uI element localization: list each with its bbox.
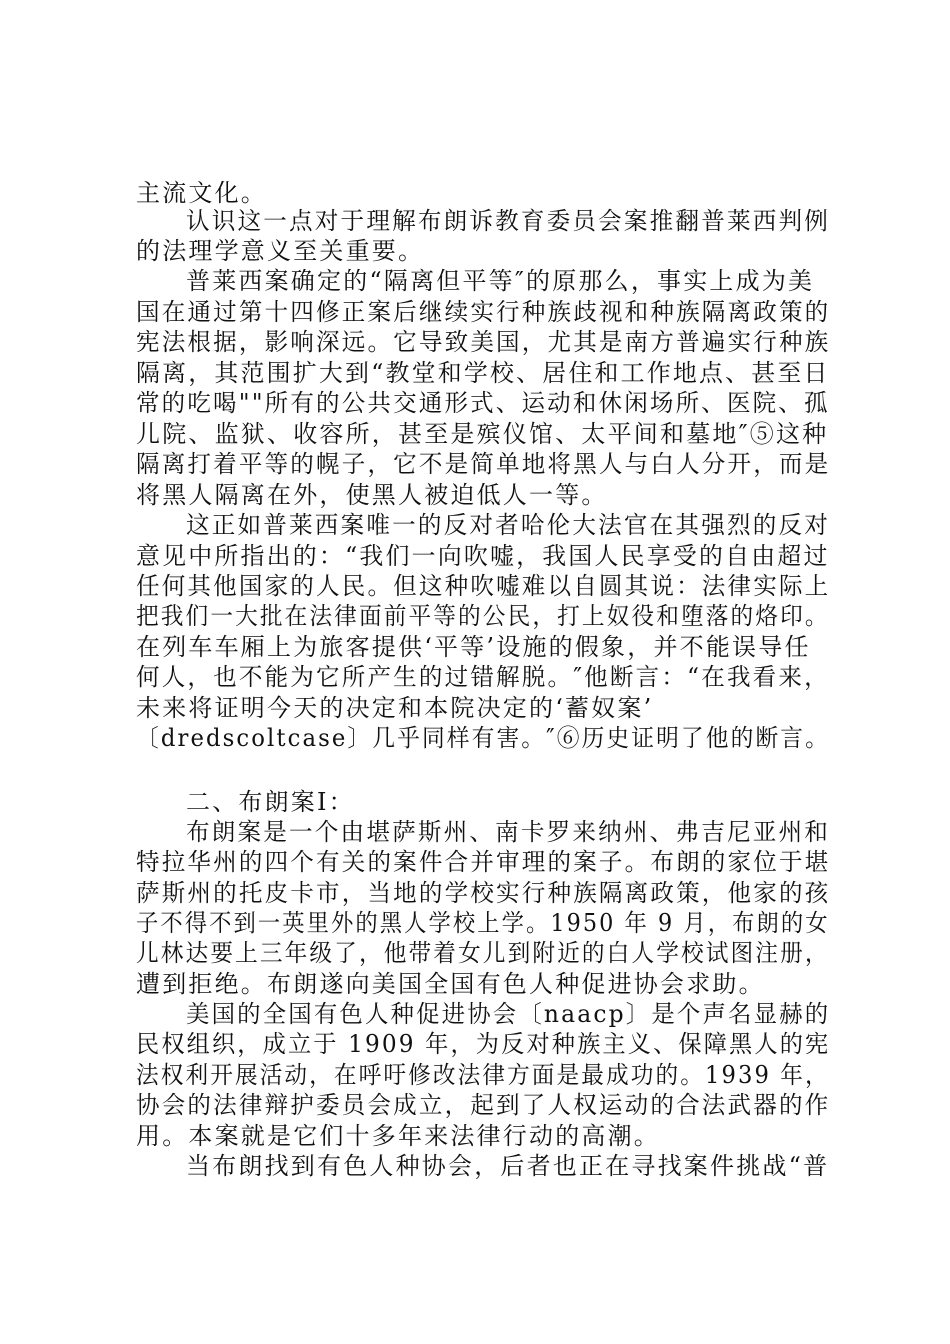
text-line: 这正如普莱西案唯一的反对者哈伦大法官在其强烈的反对: [186, 511, 830, 539]
text-line: 何人，也不能为它所产生的过错解脱。″他断言：“在我看来，: [136, 663, 830, 691]
text-line: 遭到拒绝。布朗遂向美国全国有色人种促进协会求助。: [136, 970, 765, 998]
text-line: 子不得不到一英里外的黑人学校上学。1950 年 9 月，布朗的女: [136, 909, 830, 937]
text-line: 将黑人隔离在外，使黑人被迫低人一等。: [136, 481, 608, 509]
text-line: 认识这一点对于理解布朗诉教育委员会案推翻普莱西判例: [186, 207, 830, 235]
section-heading: 二、布朗案Ⅰ：: [186, 788, 355, 816]
text-line: 国在通过第十四修正案后继续实行种族歧视和种族隔离政策的: [136, 298, 831, 326]
text-line: 儿院、监狱、收容所，甚至是殡仪馆、太平间和墓地″⑤这种: [136, 420, 829, 448]
text-line: 布朗案是一个由堪萨斯州、南卡罗来纳州、弗吉尼亚州和: [186, 818, 830, 846]
text-line: 特拉华州的四个有关的案件合并审理的案子。布朗的家位于堪: [136, 848, 831, 876]
text-line: 未来将证明今天的决定和本院决定的‘蓄奴案’: [136, 694, 654, 722]
text-line: 儿林达要上三年级了，他带着女儿到附近的白人学校试图注册，: [136, 939, 830, 967]
text-line: 萨斯州的托皮卡市，当地的学校实行种族隔离政策，他家的孩: [136, 879, 831, 907]
text-line: 隔离打着平等的幌子，它不是简单地将黑人与白人分开，而是: [136, 450, 831, 478]
text-line: 意见中所指出的：“我们一向吹嘘，我国人民享受的自由超过: [136, 542, 830, 570]
text-line: 任何其他国家的人民。但这种吹嘘难以自圆其说：法律实际上: [136, 572, 831, 600]
text-line: 在列车车厢上为旅客提供‘平等’设施的假象，并不能误导任: [136, 633, 811, 661]
text-line: 法权利开展活动，在呼吁修改法律方面是最成功的。1939 年，: [136, 1061, 830, 1089]
text-line: 常的吃喝""所有的公共交通形式、运动和休闲场所、医院、孤: [136, 389, 830, 417]
text-line: 的法理学意义至关重要。: [136, 237, 425, 265]
text-line: 民权组织，成立于 1909 年，为反对种族主义、保障黑人的宪: [136, 1030, 831, 1058]
text-line: 用。本案就是它们十多年来法律行动的高潮。: [136, 1122, 660, 1150]
text-line: 主流文化。: [136, 179, 267, 207]
text-line: 隔离，其范围扩大到“教堂和学校、居住和工作地点、甚至日: [136, 359, 830, 387]
text-line: 把我们一大批在法律面前平等的公民，打上奴役和堕落的烙印。: [136, 602, 830, 630]
text-line: 普莱西案确定的“隔离但平等″的原那么，事实上成为美: [186, 267, 815, 295]
text-line: 美国的全国有色人种促进协会〔naacp〕是个声名显赫的: [186, 1000, 831, 1028]
text-line: 〔dredscoltcase〕几乎同样有害。″⑥历史证明了他的断言。: [136, 724, 830, 752]
text-line: 宪法根据，影响深远。它导致美国，尤其是南方普遍实行种族: [136, 328, 831, 356]
text-line: 当布朗找到有色人种协会，后者也正在寻找案件挑战“普: [186, 1152, 830, 1180]
text-line: 协会的法律辩护委员会成立，起到了人权运动的合法武器的作: [136, 1091, 831, 1119]
